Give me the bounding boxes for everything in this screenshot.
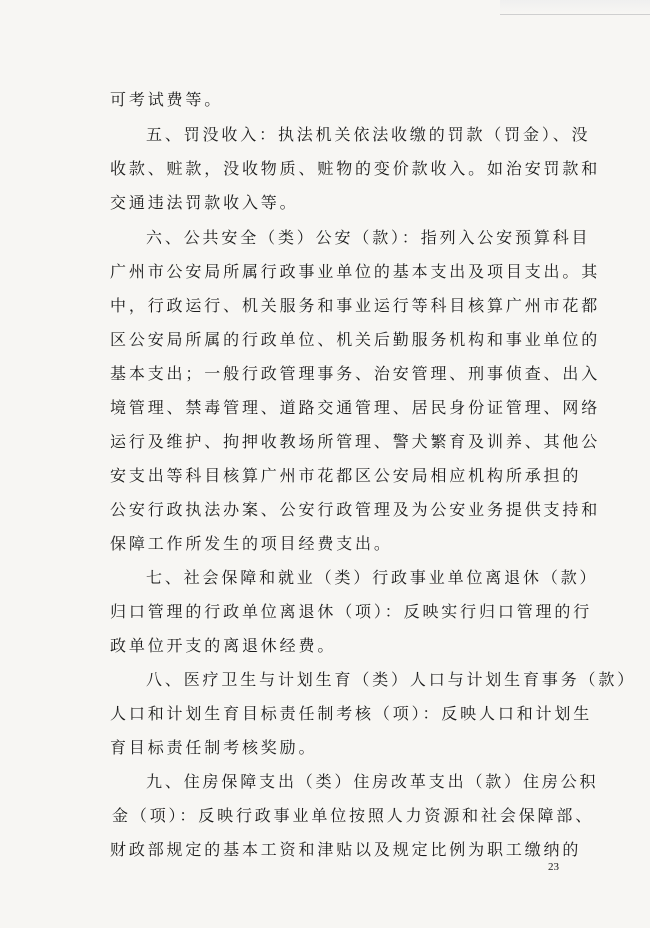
text-line: 可考试费等。 — [110, 90, 224, 109]
text-line: 中，行政运行、机关服务和事业运行等科目核算广州市花都 — [110, 296, 601, 315]
page-number: 23 — [548, 861, 559, 873]
text-line: 基本支出；一般行政管理事务、治安管理、刑事侦查、出入 — [110, 364, 601, 383]
text-line: 育目标责任制考核奖励。 — [110, 738, 318, 757]
text-line: 人口和计划生育目标责任制考核（项）：反映人口和计划生 — [110, 704, 593, 723]
scan-corner-mark — [500, 0, 650, 15]
text-line: 金（项）：反映行政事业单位按照人力资源和社会保障部、 — [112, 806, 595, 825]
text-line: 六、公共安全（类）公安（款）：指列入公安预算科目 — [146, 228, 591, 247]
text-line: 收款、赃款，没收物质、赃物的变价款收入。如治安罚款和 — [110, 159, 601, 178]
text-line: 保障工作所发生的项目经费支出。 — [110, 534, 393, 553]
text-line: 九、住房保障支出（类）住房改革支出（款）住房公积 — [146, 772, 599, 791]
text-line: 安支出等科目核算广州市花都区公安局相应机构所承担的 — [110, 466, 582, 485]
text-line: 政单位开支的离退休经费。 — [110, 636, 337, 655]
text-line: 财政部规定的基本工资和津贴以及规定比例为职工缴纳的 — [110, 840, 582, 859]
text-line: 公安行政执法办案、公安行政管理及为公安业务提供支持和 — [110, 500, 601, 519]
text-line: 五、罚没收入：执法机关依法收缴的罚款（罚金）、没 — [146, 125, 591, 144]
text-line: 七、社会保障和就业（类）行政事业单位离退休（款） — [146, 568, 599, 587]
text-line: 八、医疗卫生与计划生育（类）人口与计划生育事务（款） — [146, 670, 637, 689]
text-line: 归口管理的行政单位离退休（项）：反映实行归口管理的行 — [110, 602, 593, 621]
text-line: 运行及维护、拘押收教场所管理、警犬繁育及训养、其他公 — [110, 432, 601, 451]
text-line: 交通违法罚款收入等。 — [110, 193, 299, 212]
text-line: 广州市公安局所属行政事业单位的基本支出及项目支出。其 — [110, 262, 601, 281]
text-line: 境管理、禁毒管理、道路交通管理、居民身份证管理、网络 — [110, 398, 601, 417]
text-line: 区公安局所属的行政单位、机关后勤服务机构和事业单位的 — [110, 330, 601, 349]
